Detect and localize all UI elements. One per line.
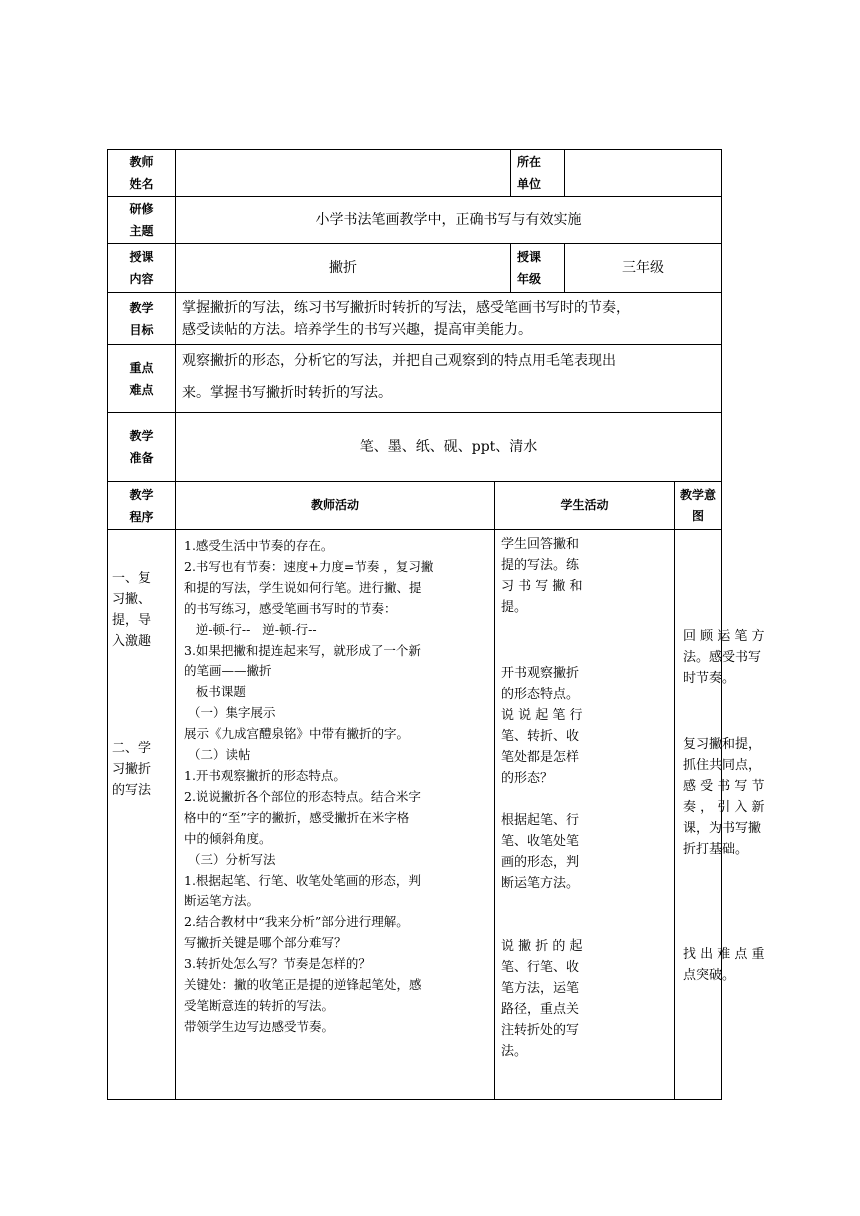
row-teacher	[108, 150, 722, 197]
teacher-name-label: 教师 姓名	[108, 150, 176, 197]
stage-2: 二、学 习撇折 的写法	[112, 741, 152, 798]
teacher-name-value[interactable]	[176, 150, 511, 197]
row-preparation	[108, 413, 722, 482]
lesson-plan-table	[107, 149, 765, 1100]
intent-block-2: 复习撇和提， 抓住共同点， 感 受 书 写 节 奏 ， 引 入 新 课，为书写撇 折打基础。	[683, 737, 765, 857]
grade-label: 授课 年级	[511, 244, 565, 293]
student-block-1: 学生回答撇和 提的写法。练 习 书 写 撇 和 提。	[501, 537, 583, 615]
intent-block-3: 找 出 难 点 重 点突破。	[683, 947, 765, 983]
teaching-intent-content	[675, 530, 765, 1100]
process-label: 教学 程序	[108, 482, 176, 530]
goal-label: 教学 目标	[108, 293, 176, 345]
row-goal	[108, 293, 722, 345]
row-process-body	[108, 530, 722, 1100]
content-label: 授课 内容	[108, 244, 176, 293]
teacher-activity-header: 教师活动	[176, 482, 495, 530]
student-block-2: 开书观察撇折 的形态特点。 说 说 起 笔 行 笔、转折、收 笔处都是怎样 的形态？	[501, 666, 583, 786]
student-block-3: 根据起笔、行 笔、收笔处笔 画的形态，判 断运笔方法。	[501, 813, 580, 891]
preparation-value: 笔、墨、纸、砚、ppt、清水	[176, 413, 722, 482]
process-stages	[108, 530, 176, 1100]
row-theme	[108, 197, 722, 244]
teaching-intent-header: 教学意图	[675, 482, 722, 530]
unit-value[interactable]	[565, 150, 722, 197]
row-key-points	[108, 345, 722, 413]
theme-value: 小学书法笔画教学中，正确书写与有效实施	[176, 197, 722, 244]
key-points-text: 观察撇折的形态，分析它的写法，并把自己观察到的特点用毛笔表现出 来。掌握书写撇折时转折的写法。	[176, 345, 722, 413]
goal-text: 掌握撇折的写法，练习书写撇折时转折的写法，感受笔画书写时的节奏， 感受读帖的方法。培养学生的书写兴趣，提高审美能力。	[176, 293, 722, 345]
row-process-header	[108, 482, 722, 530]
theme-label: 研修 主题	[108, 197, 176, 244]
student-block-4: 说 撇 折 的 起 笔、行笔、收 笔方法，运笔 路径，重点关 注转折处的写 法。	[501, 939, 583, 1059]
preparation-label: 教学 准备	[108, 413, 176, 482]
intent-block-1: 回 顾 运 笔 方 法。感受书写 时节奏。	[683, 629, 765, 686]
unit-label: 所在 单位	[511, 150, 565, 197]
teacher-activity-content: 1.感受生活中节奏的存在。 2.书写也有节奏：速度+力度=节奏 ，复习撇 和提的写法，学生说如何行笔。进行撇、提 的书写练习，感受笔画书写时的节奏： 逆-顿-行-- 逆-顿-行-- 3.如果把撇和提连起来写，就形成了一个新 的笔画——撇折 板书课题 （一）集字展示 展示《九成宫醴泉铭》中带有撇折的字。 （二）读帖 1.开书观察撇折的形态特点。 2.说说撇折各个部位的形态特点。结合米字 格中的“至”字的撇折，感受撇折在米字格 中的倾斜角度。 （三）分析写法 1.根据起笔、行笔、收笔处笔画的形态，判 断运笔方法。 2.结合教材中“我来分析”部分进行理解。 写撇折关键是哪个部分难写？ 3.转折处怎么写？节奏是怎样的？ 关键处：撇的收笔正是提的逆锋起笔处，感 受笔断意连的转折的写法。 带领学生边写边感受节奏。	[176, 530, 495, 1100]
lesson-plan-page	[107, 149, 765, 1100]
student-activity-content	[495, 530, 675, 1100]
grade-value: 三年级	[565, 244, 722, 293]
stage-1: 一、复 习撇、 提，导 入激趣	[112, 571, 152, 649]
student-activity-header: 学生活动	[495, 482, 675, 530]
row-content	[108, 244, 722, 293]
key-points-label: 重点 难点	[108, 345, 176, 413]
content-value: 撇折	[176, 244, 511, 293]
